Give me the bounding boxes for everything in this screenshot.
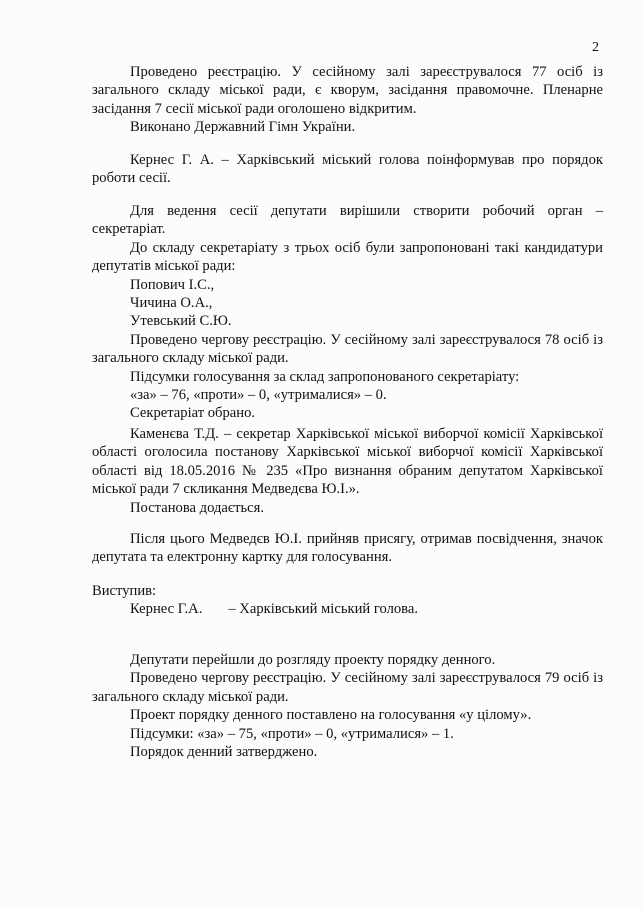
spoke-label: Виступив: (92, 583, 157, 599)
agenda-intro: Депутати перейшли до розгляду проекту порядку денного. (130, 652, 496, 668)
agenda-approved: Порядок денний затверджено. (130, 744, 318, 761)
candidate-item: Попович І.С., (130, 276, 215, 293)
registration-3-paragraph: Проведено чергову реєстрацію. У сесійному залі зареєструвалося 79 осіб із загального складу міської ради. (92, 670, 603, 705)
spoke-line (92, 600, 603, 618)
kamenieva-paragraph: Каменєва Т.Д. – секретар Харківської міської виборчої комісії Харківської області оголосила постанову Харківської міської виборчої комісії Харківської області від 18.05.2016 № 235 «Про визнання обраним депутатом Харківської міської ради 7 скликання Медведєва Ю.І.». (92, 426, 603, 498)
secretariat-create-paragraph: Для ведення сесії депутати вирішили створити робочий орган – секретаріат. (92, 203, 603, 238)
registration-paragraph: Проведено реєстрацію. У сесійному залі зареєструвалося 77 осіб із загального складу міської ради, є кворум, засідання правомочне. Пленарне засідання 7 сесії міської ради оголошено відкритим. (92, 64, 603, 117)
registration-2-paragraph: Проведено чергову реєстрацію. У сесійному залі зареєструвалося 78 осіб із загального складу міської ради. (92, 331, 603, 367)
agenda-vote-paragraph: Проект порядку денного поставлено на голосування «у цілому». (130, 707, 532, 724)
spoke-role: – Харківський міський голова. (228, 601, 418, 618)
page-number: 2 (592, 40, 599, 55)
agenda-section (92, 651, 603, 761)
secretariat-elected: Секретаріат обрано. (130, 405, 256, 422)
secretariat-section (92, 202, 603, 423)
kernes-info-paragraph: Кернес Г. А. – Харківський міський голова поінформував про порядок роботи сесії. (92, 152, 603, 187)
opening-section (92, 63, 603, 137)
spoke-name: Кернес Г.А. (130, 601, 203, 618)
vote-secretariat-result: «за» – 76, «проти» – 0, «утрималися» – 0. (130, 387, 387, 404)
kamenieva-section (92, 425, 603, 517)
candidate-item: Чичина О.А., (130, 295, 213, 312)
secretariat-candidates-paragraph: До складу секретаріату з трьох осіб були запропоновані такі кандидатури депутатів міської ради: (92, 239, 603, 275)
resolution-attached: Постанова додається. (130, 499, 264, 516)
kernes-info-section (92, 151, 603, 188)
oath-paragraph: Після цього Медведєв Ю.І. прийняв присягу, отримав посвідчення, значок депутата та електронну картку для голосування. (92, 531, 603, 566)
oath-section (92, 530, 603, 567)
candidate-item: Утевський С.Ю. (130, 313, 232, 330)
spoke-section (92, 582, 603, 619)
vote-secretariat-title: Підсумки голосування за склад запропонованого секретаріату: (130, 368, 520, 385)
agenda-result: Підсумки: «за» – 75, «проти» – 0, «утрималися» – 1. (130, 725, 454, 742)
anthem-paragraph: Виконано Державний Гімн України. (130, 119, 356, 136)
